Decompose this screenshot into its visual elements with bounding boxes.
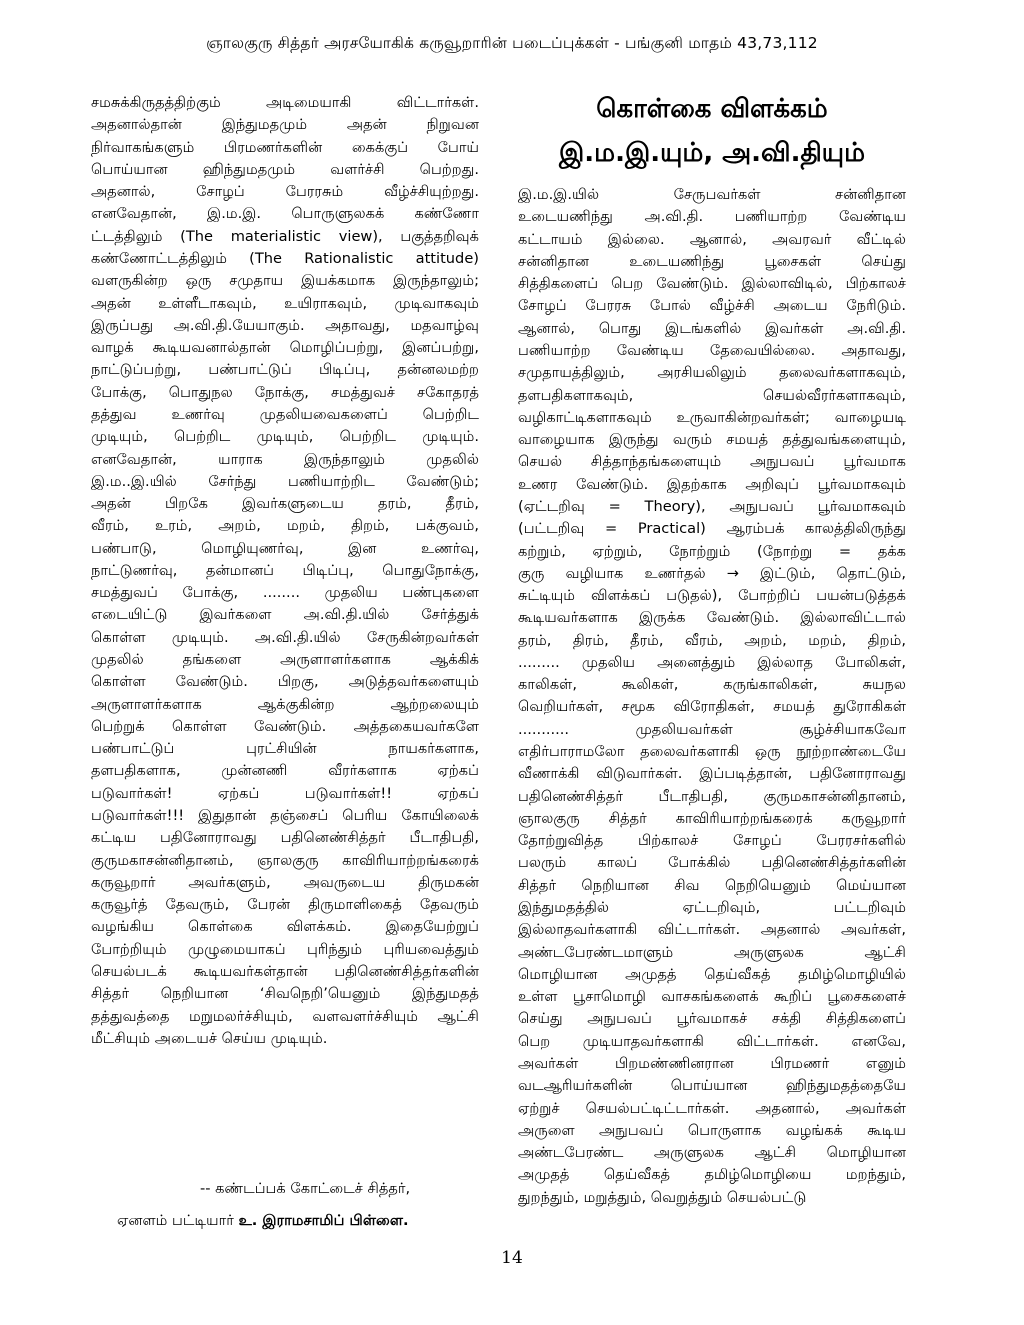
text-line: வெறியர்கள், சமூக விரோதிகள், சமயத் துரோகிகள்: [518, 698, 906, 716]
text-line: வாழையாக இருந்து வரும் சமயத் தத்துவங்களையும்,: [518, 431, 906, 449]
text-line: சோழப் பேரரசு போல் வீழ்ச்சி அடைய நேரிடும்.: [518, 297, 906, 315]
text-line: எடையிட்டு இவர்களை அ.வி.தி.யில் சேர்த்துக்: [91, 606, 479, 624]
text-line: கற்றும், ஏற்றும், நோற்றும் (நோற்று = தக்க: [518, 542, 906, 560]
text-line: போக்கு, பொதுநல நோக்கு, சமத்துவச் சகோதரத்: [91, 383, 479, 401]
text-line: அருளை அநுபவப் பொருளாக வழங்கக் கூடிய: [518, 1121, 906, 1139]
text-line: தத்துவத்தை மறுமலர்ச்சியும், வளவளர்ச்சியும் ஆட்சி: [91, 1007, 479, 1025]
page-number: 14: [501, 1248, 523, 1268]
text-line: செயல்படக் கூடியவர்கள்தான் பதினெண்சித்தர்களின்: [91, 962, 479, 980]
text-line: குரு வழியாக உணர்தல் → இட்டும், தொட்டும்,: [518, 564, 906, 582]
text-line: தளபதிகளாகவும், செயல்வீரர்களாகவும்,: [518, 386, 906, 404]
text-line: எனவேதான், இ.ம.இ. பொருளுலகக் கண்ணோ: [91, 205, 479, 223]
text-line: (ஏட்டறிவு = Theory), அநுபவப் பூர்வமாகவும்: [518, 497, 906, 515]
text-line: அதனால், சோழப் பேரரசும் வீழ்ச்சியுற்றது.: [91, 183, 479, 201]
text-line: நிர்வாகங்களும் பிரமணர்களின் கைக்குப் போய்: [91, 138, 479, 156]
text-line: ஞாலகுரு சித்தர் காவிரியாற்றங்கரைக் கருவூறார்: [518, 809, 906, 827]
text-line: கூடியவர்களாக இருக்க வேண்டும். இல்லாவிட்டால்: [518, 609, 906, 627]
text-line: சித்தர் நெறியான ‘சிவநெறி’யெனும் இந்துமதத்: [91, 985, 479, 1003]
text-line: எனவேதான், யாராக இருந்தாலும் முதலில்: [91, 450, 479, 468]
text-line: மீட்சியும் அடையச் செய்ய முடியும்.: [91, 1029, 328, 1047]
text-line: வீரம், உரம், அறம், மறம், திறம், பக்குவம்,: [91, 517, 479, 535]
running-header: ஞாலகுரு சித்தர் அரசயோகிக் கருவூறாரின் படைப்புக்கள் - பங்குனி மாதம் 43,73,112: [206, 34, 818, 52]
text-line: ஆனால், பொது இடங்களில் இவர்கள் அ.வி.தி.: [518, 319, 906, 337]
text-line: வீணாக்கி விடுவார்கள். இப்படித்தான், பதினோராவது: [518, 765, 906, 783]
text-line: பலரும் காலப் போக்கில் பதினெண்சித்தர்களின்: [518, 854, 906, 872]
text-line: அவர்கள் பிறமண்ணினரான பிரமணர் எனும்: [518, 1054, 906, 1072]
text-line: அதன் பிறகே இவர்களுடைய தரம், தீரம்,: [91, 495, 479, 513]
text-line: (பட்டறிவு = Practical) ஆரம்பக் காலத்திலிருந்து: [518, 520, 906, 538]
text-line: தளபதிகளாக, முன்னணி வீரர்களாக ஏற்கப்: [91, 762, 479, 780]
text-line: முடியும், பெற்றிட முடியும், பெற்றிட முடியும்.: [91, 428, 479, 446]
article-subheading: இ.ம.இ.யும், அ.வி.தியும்: [558, 138, 866, 168]
signature-line-1: -- கண்டப்பக் கோட்டைச் சித்தர்,: [200, 1180, 411, 1197]
text-line: போற்றியும் முழுமையாகப் புரிந்தும் புரியவைத்தும்: [91, 940, 479, 958]
text-line: கட்டாயம் இல்லை. ஆனால், அவரவர் வீட்டில்: [518, 230, 906, 248]
text-line: தோற்றுவித்த பிற்காலச் சோழப் பேரரசர்களில்: [518, 832, 906, 850]
right-column: [518, 184, 906, 1209]
text-line: வாழக் கூடியவனால்தான் மொழிப்பற்று, இனப்பற்று,: [91, 339, 479, 357]
signature-name: உ. இராமசாமிப் பிள்ளை.: [238, 1212, 409, 1229]
text-line: பணியாற்ற வேண்டிய தேவையில்லை. அதாவது,: [518, 341, 906, 359]
text-line: செய்து அநுபவப் பூர்வமாகச் சக்தி சித்திகளைப்: [518, 1010, 906, 1028]
left-column: [91, 92, 479, 1050]
text-line: இருப்பது அ.வி.தி.யேயாகும். அதாவது, மதவாழ்வு: [91, 316, 479, 334]
text-line: சுட்டியும் விளக்கப் படுதல்), போற்றிப் பயன்படுத்தக்: [518, 587, 906, 605]
text-line: பொய்யான ஹிந்துமதமும் வளர்ச்சி பெற்றது.: [91, 160, 479, 178]
text-line: பண்பாடு, மொழியுணர்வு, இன உணர்வு,: [91, 539, 479, 557]
text-line: ........... முதலியவர்கள் சூழ்ச்சியாகவோ: [518, 720, 906, 738]
text-line: குருமகாசன்னிதானம், ஞாலகுரு காவிரியாற்றங்கரைக்: [91, 851, 479, 869]
text-line: அண்டபேரண்டமாளும் அருளுலக ஆட்சி: [518, 943, 906, 961]
text-line: கருவூர்த் தேவரும், பேரன் திருமாளிகைத் தேவரும்: [91, 896, 479, 914]
text-line: படுவார்கள்!!! இதுதான் தஞ்சைப் பெரிய கோயிலைக்: [91, 807, 479, 824]
text-line: சமுதாயத்திலும், அரசியலிலும் தலைவர்களாகவும்,: [518, 364, 906, 382]
article-heading: கொள்கை விளக்கம்: [596, 94, 828, 124]
text-line: கட்டிய பதினோராவது பதினெண்சித்தர் பீடாதிபதி,: [91, 829, 479, 847]
text-line: தத்துவ உணர்வு முதலியவைகளைப் பெற்றிட: [91, 405, 479, 423]
text-line: சமத்துவப் போக்கு, ........ முதலிய பண்புகளை: [91, 584, 479, 602]
text-line: செயல் சித்தாந்தங்களையும் அநுபவப் பூர்வமாக: [518, 453, 906, 471]
text-line: அதன் உள்ளீடாகவும், உயிராகவும், முடிவாகவும்: [91, 294, 479, 312]
text-line: இந்துமதத்தில் ஏட்டறிவும், பட்டறிவும்: [518, 899, 906, 916]
text-line: வடஆரியர்களின் பொய்யான ஹிந்துமதத்தையே: [518, 1077, 906, 1095]
text-line: முதலில் தங்களை அருளாளர்களாக ஆக்கிக்: [91, 651, 479, 669]
text-line: ஏற்றுச் செயல்பட்டிட்டார்கள். அதனால், அவர்கள்: [518, 1099, 906, 1117]
text-line: ......... முதலிய அனைத்தும் இல்லாத போலிகள்,: [518, 653, 906, 671]
text-line: உள்ள பூசாமொழி வாசகங்களைக் கூறிப் பூசைகளைச்: [518, 988, 906, 1006]
text-line: இ.ம.இ.யில் சேருபவர்கள் சன்னிதான: [518, 186, 906, 203]
text-line: சமசுக்கிருதத்திற்கும் அடிமையாகி விட்டார்கள்.: [91, 94, 479, 111]
text-line: கருவூறார் அவர்களும், அவருடைய திருமகன்: [91, 873, 479, 891]
text-line: கொள்ள வேண்டும். பிறகு, அடுத்தவர்களையும்: [91, 673, 479, 691]
text-line: அருளாளர்களாக ஆக்குகின்ற ஆற்றலையும்: [91, 695, 479, 713]
text-line: தரம், திரம், தீரம், வீரம், அறம், மறம், திறம்,: [518, 631, 906, 649]
text-line: வழிகாட்டிகளாகவும் உருவாகின்றவர்கள்; வாழையடி: [518, 408, 906, 426]
text-line: பண்பாட்டுப் புரட்சியின் நாயகர்களாக,: [91, 740, 479, 758]
text-line: அதனால்தான் இந்துமதமும் அதன் நிறுவன: [91, 116, 479, 134]
text-line: காலிகள், கூலிகள், கருங்காலிகள், சுயநல: [518, 676, 906, 694]
text-line: இ.ம..இ.யில் சேர்ந்து பணியாற்றிட வேண்டும்;: [91, 472, 479, 490]
text-line: நாட்டுப்பற்று, பண்பாட்டுப் பிடிப்பு, தன்னலமற்ற: [91, 361, 479, 379]
text-line: பதினெண்சித்தர் பீடாதிபதி, குருமகாசன்னிதானம்,: [518, 787, 906, 805]
text-line: கண்ணோட்டத்திலும் (The Rationalistic attitude): [91, 249, 479, 267]
text-line: உணர வேண்டும். இதற்காக அறிவுப் பூர்வமாகவும்: [518, 475, 906, 493]
text-line: கொள்ள முடியும். அ.வி.தி.யில் சேருகின்றவர்கள்: [91, 628, 479, 646]
text-line: ட்டத்திலும் (The materialistic view), பகுத்தறிவுக்: [91, 227, 479, 245]
text-line: வழங்கிய கொள்கை விளக்கம். இதையேற்றுப்: [91, 918, 479, 936]
text-line: படுவார்கள்! ஏற்கப் படுவார்கள்!! ஏற்கப்: [91, 784, 479, 802]
signature-prefix: ஏனளம் பட்டியார்: [117, 1212, 234, 1229]
text-line: துறந்தும், மறுத்தும், வெறுத்தும் செயல்பட்டு: [518, 1188, 807, 1206]
text-line: மொழியான அமுதத் தெய்வீகத் தமிழ்மொழியில்: [518, 965, 906, 983]
text-line: வளருகின்ற ஒரு சமுதாய இயக்கமாக இருந்தாலும்;: [91, 272, 479, 290]
text-line: சன்னிதான உடையணிந்து பூசைகள் செய்து: [518, 252, 906, 270]
text-line: பெற்றுக் கொள்ள வேண்டும். அத்தகையவர்களே: [91, 717, 479, 735]
text-line: அண்டபேரண்ட அருளுலக ஆட்சி மொழியான: [518, 1144, 906, 1162]
text-line: அமுதத் தெய்வீகத் தமிழ்மொழியை மறந்தும்,: [518, 1166, 906, 1184]
text-line: சித்திகளைப் பெற வேண்டும். இல்லாவிடில், பிற்காலச்: [518, 275, 906, 293]
signature-line-2: [117, 1212, 409, 1231]
text-line: சித்தர் நெறியான சிவ நெறியெனும் மெய்யான: [518, 876, 906, 894]
text-line: உடையணிந்து அ.வி.தி. பணியாற்ற வேண்டிய: [518, 208, 906, 226]
text-line: பெற முடியாதவர்களாகி விட்டார்கள். எனவே,: [518, 1032, 906, 1050]
text-line: இல்லாதவர்களாகி விட்டார்கள். அதனால் அவர்கள்,: [518, 921, 906, 939]
text-line: எதிர்பாராமலோ தலைவர்களாகி ஒரு நூற்றாண்டையே: [518, 743, 906, 761]
text-line: நாட்டுணர்வு, தன்மானப் பிடிப்பு, பொதுநோக்கு,: [91, 561, 479, 579]
